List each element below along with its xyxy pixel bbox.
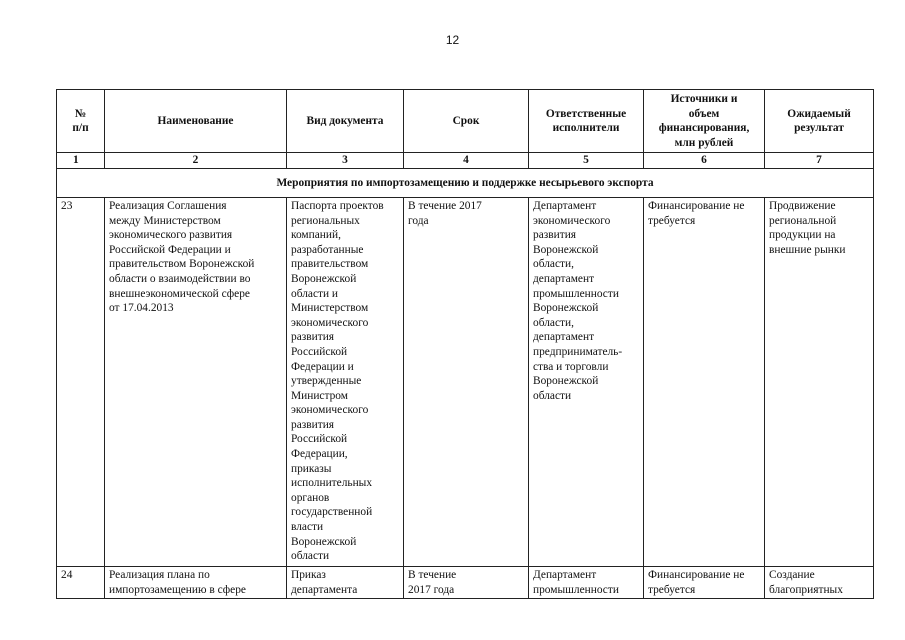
row-financing: Финансирование не требуется xyxy=(644,566,765,598)
column-number: 4 xyxy=(404,153,529,169)
row-document-type: Паспорта проектов региональных компаний, разработанные правительством Воронежской области и Министерством экономического развития Российской Федерации и утвержденные Министром экономического развития Российской Федерации, приказы исполнительных органов государственной власти Воронежской области xyxy=(287,197,404,566)
section-row xyxy=(57,168,874,197)
header-responsible: Ответственные исполнители xyxy=(529,90,644,153)
row-responsible: Департамент промышленности xyxy=(529,566,644,598)
header-expected-result: Ожидаемый результат xyxy=(765,90,874,153)
column-number: 1 xyxy=(57,153,105,169)
row-expected-result: Продвижение региональной продукции на внешние рынки xyxy=(765,197,874,566)
row-expected-result: Создание благоприятных xyxy=(765,566,874,598)
column-number: 3 xyxy=(287,153,404,169)
column-numbering-row xyxy=(57,153,874,169)
action-plan-table xyxy=(56,89,874,599)
page-number: 12 xyxy=(445,33,460,47)
table-row xyxy=(57,197,874,566)
row-name: Реализация Соглашения между Министерством экономического развития Российской Федерации и правительством Воронежской области о взаимодействии во внешнеэкономической сфере от 17.04.2013 xyxy=(105,197,287,566)
table-row xyxy=(57,566,874,598)
column-number: 6 xyxy=(644,153,765,169)
row-financing: Финансирование не требуется xyxy=(644,197,765,566)
row-number: 23 xyxy=(57,197,105,566)
column-number: 5 xyxy=(529,153,644,169)
column-number: 2 xyxy=(105,153,287,169)
row-term: В течение 2017 года xyxy=(404,197,529,566)
header-financing: Источники и объем финансирования, млн рублей xyxy=(644,90,765,153)
row-document-type: Приказ департамента xyxy=(287,566,404,598)
row-name: Реализация плана по импортозамещению в сфере xyxy=(105,566,287,598)
header-term: Срок xyxy=(404,90,529,153)
row-responsible: Департамент экономического развития Воронежской области, департамент промышленности Воронежской области, департамент предприниматель- ства и торговли Воронежской области xyxy=(529,197,644,566)
header-document-type: Вид документа xyxy=(287,90,404,153)
row-number: 24 xyxy=(57,566,105,598)
column-number: 7 xyxy=(765,153,874,169)
header-number: № п/п xyxy=(57,90,105,153)
section-title: Мероприятия по импортозамещению и поддержке несырьевого экспорта xyxy=(57,168,874,197)
header-name: Наименование xyxy=(105,90,287,153)
row-term: В течение 2017 года xyxy=(404,566,529,598)
header-row xyxy=(57,90,874,153)
